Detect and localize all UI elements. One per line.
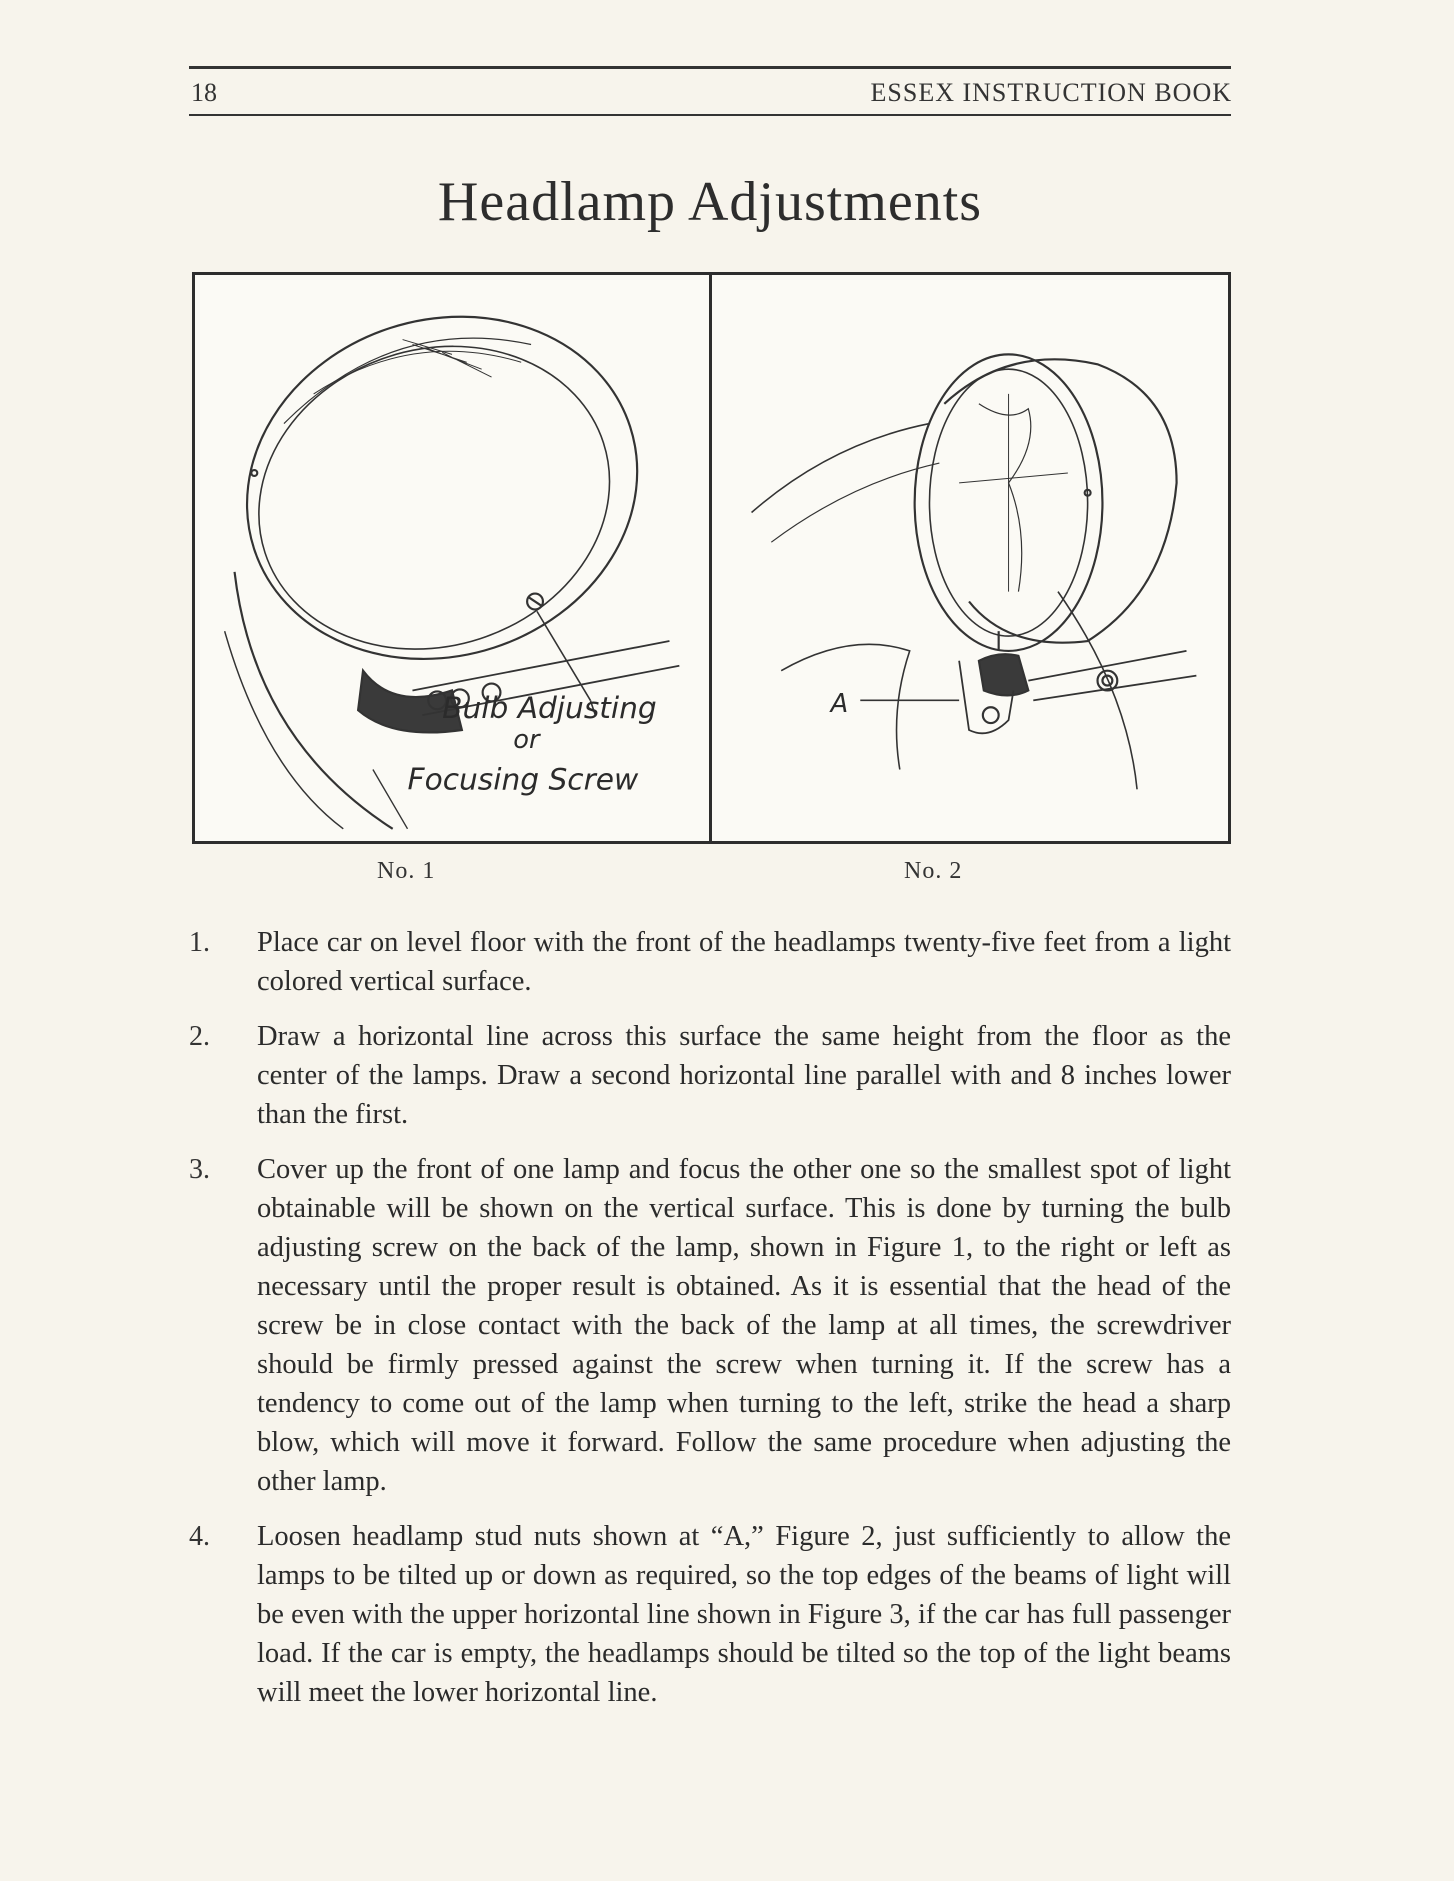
figure-2-panel <box>709 272 1231 844</box>
instruction-list <box>189 923 1231 1728</box>
figure-1-label-line1: Bulb Adjusting <box>442 690 657 726</box>
step-text: Cover up the front of one lamp and focus the other one so the smallest spot of light obtainable will be shown on the vertical surface. This is done by turning the bulb adjusting screw on the back of the lamp, shown in Figure 1, to the right or left as necessary until the proper result is obtained. As it is essential that the head of the screw be in close contact with the back of the lamp at all times, the screwdriver should be firmly pressed against the screw when turning it. If the screw has a tendency to come out of the lamp when turning to the left, strike the head a sharp blow, which will move it forward. Follow the same procedure when adjusting the other lamp. <box>257 1154 1231 1497</box>
step-number: 2. <box>189 1021 210 1052</box>
header-rule-bottom <box>189 114 1231 116</box>
figure-1-label-line3: Focusing Screw <box>407 761 639 797</box>
figure-1-panel <box>192 272 712 844</box>
figure-1-illustration <box>195 275 709 841</box>
figure-2-label-a: A <box>830 689 849 720</box>
page-title: Headlamp Adjustments <box>437 171 983 233</box>
instruction-step <box>189 1017 1231 1134</box>
page-number: 18 <box>191 78 217 107</box>
figure-1-caption: No. 1 <box>377 858 436 884</box>
figure-2-caption: No. 2 <box>904 858 963 884</box>
instruction-step <box>189 1150 1231 1501</box>
header-rule-top <box>189 66 1231 69</box>
step-text: Loosen headlamp stud nuts shown at “A,” Figure 2, just sufficiently to allow the lamps to be tilted up or down as required, so the top edges of the beams of light will be even with the upper horizontal line shown in Figure 3, if the car has full passenger load. If the car is empty, the headlamps should be tilted so the top of the light beams will meet the lower horizontal line. <box>257 1521 1231 1708</box>
instruction-step <box>189 1517 1231 1712</box>
figure-2-illustration <box>712 275 1228 841</box>
step-number: 3. <box>189 1154 210 1185</box>
step-text: Draw a horizontal line across this surface the same height from the floor as the center of the lamps. Draw a second horizontal line parallel with and 8 inches lower than the first. <box>257 1021 1231 1130</box>
step-number: 1. <box>189 927 210 958</box>
step-text: Place car on level floor with the front of the headlamps twenty-five feet from a light colored vertical surface. <box>257 927 1231 997</box>
step-number: 4. <box>189 1521 210 1552</box>
running-head: ESSEX INSTRUCTION BOOK <box>870 78 1232 107</box>
instruction-step <box>189 923 1231 1001</box>
figure-1-label-line2: or <box>513 724 540 755</box>
